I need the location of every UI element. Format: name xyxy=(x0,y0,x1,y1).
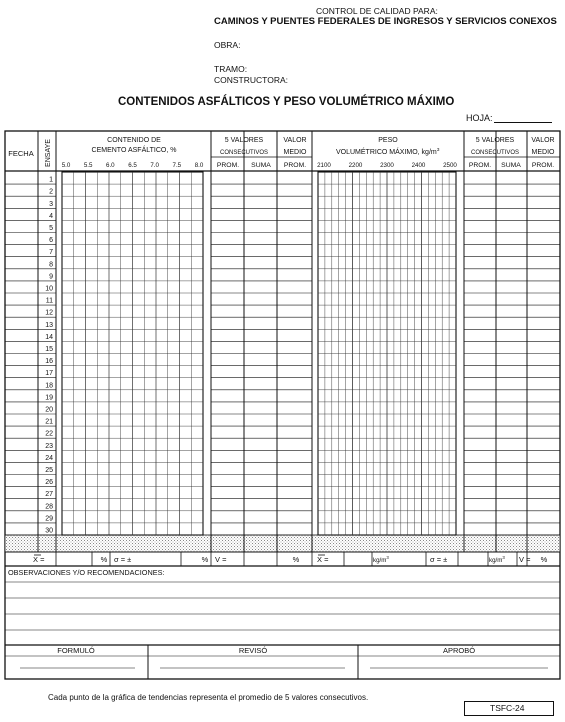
summary-pct: % xyxy=(201,555,209,564)
row-number: 27 xyxy=(45,491,53,499)
row-number: 25 xyxy=(45,467,53,474)
col-prom: PROM. xyxy=(531,162,555,169)
summary-xbar: X = xyxy=(317,555,329,564)
row-number: 3 xyxy=(49,200,53,208)
row-number: 7 xyxy=(49,249,53,257)
row-number: 21 xyxy=(45,418,53,426)
col-fecha: FECHA xyxy=(8,149,34,158)
col-peso-l2: VOLUMÉTRICO MÁXIMO, $kg/m^3$ xyxy=(336,148,440,156)
col-suma: SUMA xyxy=(251,162,271,169)
cemento-tick: 5.5 xyxy=(83,162,93,169)
col-valor: VALOR xyxy=(283,137,307,144)
cemento-tick: 8.0 xyxy=(194,162,204,169)
row-number: 12 xyxy=(45,309,53,317)
peso-tick: 2400 xyxy=(411,162,426,169)
col-cemento-l2: CEMENTO ASFÁLTICO, % xyxy=(91,147,177,154)
page-title: CONTENIDOS ASFÁLTICOS Y PESO VOLUMÉTRICO MÁXIMO xyxy=(118,96,455,108)
summary-v: V = xyxy=(215,555,227,564)
observaciones-label: OBSERVACIONES Y/O RECOMENDACIONES: xyxy=(8,568,165,577)
summary-sigma: σ = ± xyxy=(430,555,448,564)
row-number: 4 xyxy=(49,212,53,220)
col-prom: PROM. xyxy=(216,162,240,169)
col-consecutivos: CONSECUTIVOS xyxy=(470,150,520,156)
cemento-tick: 6.0 xyxy=(106,162,115,169)
col-valor: VALOR xyxy=(531,137,555,144)
col-cemento-l1: CONTENIDO DE xyxy=(107,137,161,144)
col-medio: MEDIO xyxy=(283,149,307,156)
form-code: TSFC-24 xyxy=(490,703,525,713)
shaded-row xyxy=(5,535,560,552)
peso-tick: 2200 xyxy=(348,162,363,169)
row-number: 15 xyxy=(45,346,53,353)
row-number: 6 xyxy=(49,237,53,245)
summary-sigma: σ = ± xyxy=(114,555,132,564)
col-peso-l1: PESO xyxy=(378,137,398,144)
row-number: 29 xyxy=(45,515,53,523)
cemento-tick: 6.5 xyxy=(128,162,137,169)
peso-tick: 2100 xyxy=(317,162,331,169)
hoja-label: HOJA: xyxy=(466,113,493,123)
tramo-label: TRAMO: xyxy=(214,64,248,74)
col-5valores: 5 VALORES xyxy=(224,137,264,144)
summary-pct: % xyxy=(292,555,300,564)
col-5valores: 5 VALORES xyxy=(475,137,515,144)
row-number: 20 xyxy=(45,406,53,414)
firma-aprobo: APROBÓ xyxy=(442,646,476,655)
col-medio: MEDIO xyxy=(531,149,555,156)
col-prom: PROM. xyxy=(468,162,492,169)
row-number: 14 xyxy=(45,333,53,341)
row-number: 18 xyxy=(45,382,53,390)
col-ensaye: ENSAYE xyxy=(45,139,52,167)
row-number: 17 xyxy=(45,370,53,378)
cemento-tick: 7.5 xyxy=(172,162,182,169)
peso-tick: 2300 xyxy=(380,162,394,169)
summary-pct: % xyxy=(100,555,108,564)
col-prom: PROM. xyxy=(283,162,307,169)
row-number: 2 xyxy=(49,188,53,196)
row-number: 23 xyxy=(45,442,53,450)
row-number: 26 xyxy=(45,479,53,487)
footer-note: Cada punto de la gráfica de tendencias representa el promedio de 5 valores consecutivos. xyxy=(48,693,369,702)
row-number: 9 xyxy=(49,273,53,281)
row-number: 5 xyxy=(49,225,53,232)
cemento-tick: 5.0 xyxy=(61,162,71,169)
summary-kgm: $kg/m^3$ xyxy=(489,555,505,564)
summary-xbar: X = xyxy=(33,555,45,564)
row-number: 11 xyxy=(45,297,53,305)
row-number: 28 xyxy=(45,503,53,511)
row-number: 8 xyxy=(49,261,53,269)
row-number: 24 xyxy=(45,454,53,462)
row-number: 16 xyxy=(45,358,53,366)
obra-label: OBRA: xyxy=(214,40,241,50)
firma-formulo: FORMULÓ xyxy=(57,646,95,655)
summary-kgm: $kg/m^3$ xyxy=(373,555,389,564)
summary-v: V = xyxy=(519,555,531,564)
constructora-label: CONSTRUCTORA: xyxy=(214,75,288,85)
row-number: 19 xyxy=(45,394,53,402)
col-consecutivos: CONSECUTIVOS xyxy=(219,150,269,156)
summary-pct: % xyxy=(540,555,548,564)
header-line1: CONTROL DE CALIDAD PARA: xyxy=(316,6,438,16)
row-number: 30 xyxy=(45,527,53,535)
row-number: 1 xyxy=(49,176,53,184)
cemento-tick: 7.0 xyxy=(150,162,159,169)
header-line2: CAMINOS Y PUENTES FEDERALES DE INGRESOS Y SERVICIOS CONEXOS xyxy=(214,16,557,27)
row-number: 22 xyxy=(45,430,53,438)
firma-reviso: REVISÓ xyxy=(238,646,268,655)
row-number: 13 xyxy=(45,321,53,329)
col-suma: SUMA xyxy=(501,162,521,169)
peso-tick: 2500 xyxy=(443,162,457,169)
form-frame xyxy=(5,131,560,679)
row-number: 10 xyxy=(45,285,53,293)
